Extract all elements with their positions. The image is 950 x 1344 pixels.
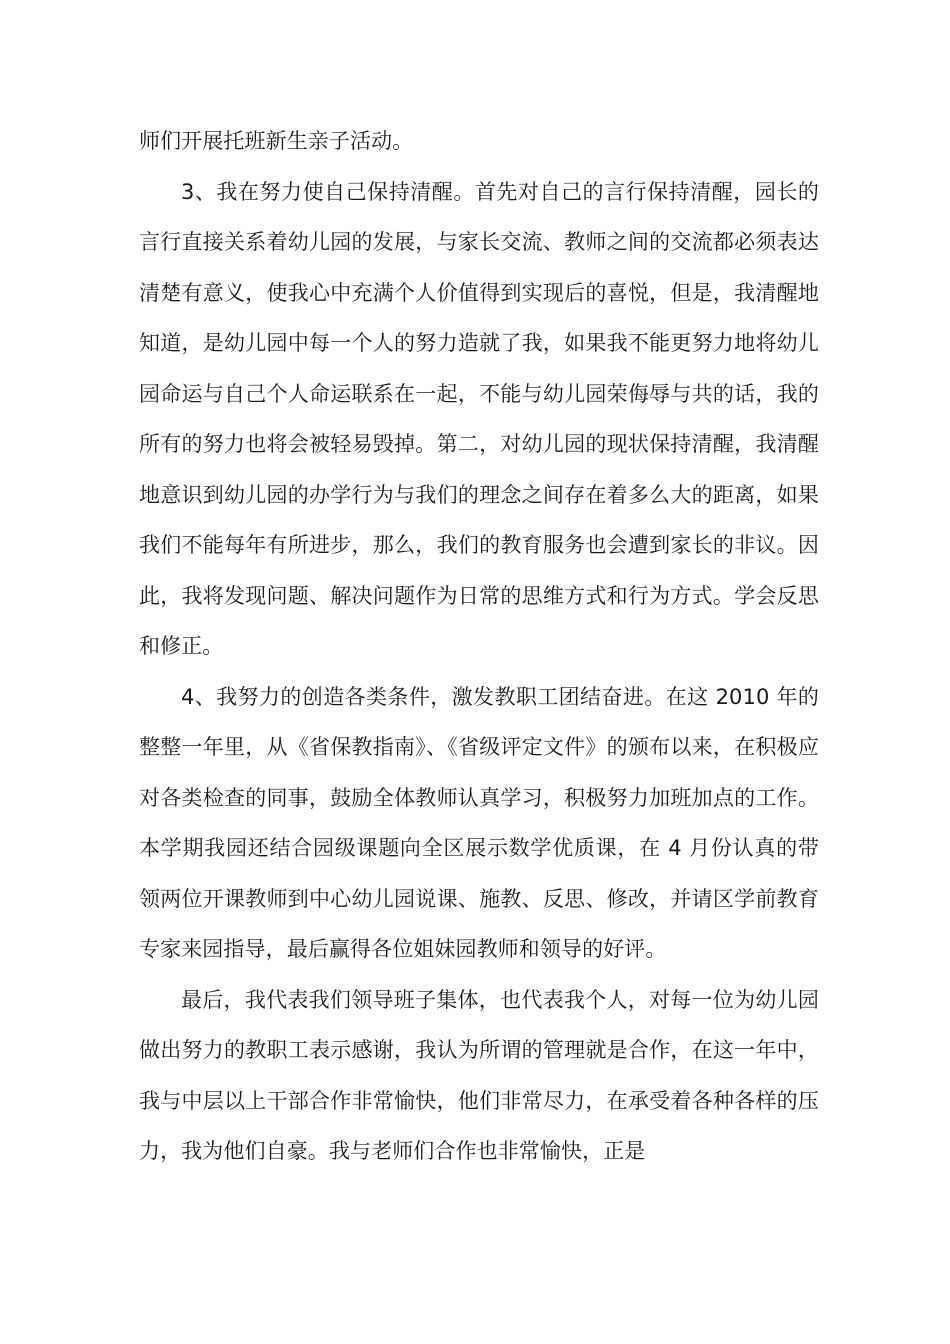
- paragraph-item-3: 3、我在努力使自己保持清醒。首先对自己的言行保持清醒，园长的言行直接关系着幼儿园的发展，与家长交流、教师之间的交流都必须表达清楚有意义，使我心中充满个人价值得到实现后的喜悦，但是，我清醒地知道，是幼儿园中每一个人的努力造就了我，如果我不能更努力地将幼儿园命运与自己个人命运联系在一起，不能与幼儿园荣侮辱与共的话，我的所有的努力也将会被轻易毁掉。第二，对幼儿园的现状保持清醒，我清醒地意识到幼儿园的办学行为与我们的理念之间存在着多么大的距离，如果我们不能每年有所进步，那么，我们的教育服务也会遭到家长的非议。因此，我将发现问题、解决问题作为日常的思维方式和行为方式。学会反思和修正。: [139, 179, 819, 658]
- paragraph-closing: 最后，我代表我们领导班子集体，也代表我个人，对每一位为幼儿园做出努力的教职工表示感谢，我认为所谓的管理就是合作，在这一年中，我与中层以上干部合作非常愉快，他们非常尽力，在承受着各种各样的压力，我为他们自豪。我与老师们合作也非常愉快，正是: [139, 987, 819, 1163]
- paragraph-continuation: 师们开展托班新生亲子活动。: [139, 129, 414, 153]
- document-body: [139, 116, 819, 1177]
- paragraph-item-4: 4、我努力的创造各类条件，激发教职工团结奋进。在这 2010 年的整整一年里，从《省保教指南》、《省级评定文件》的颁布以来，在积极应对各类检查的同事，鼓励全体教师认真学习，积极努力加班加点的工作。本学期我园还结合园级课题向全区展示数学优质课，在 4 月份认真的带领两位开课教师到中心幼儿园说课、施教、反思、修改，并请区学前教育专家来园指导，最后赢得各位姐妹园教师和领导的好评。: [139, 684, 819, 961]
